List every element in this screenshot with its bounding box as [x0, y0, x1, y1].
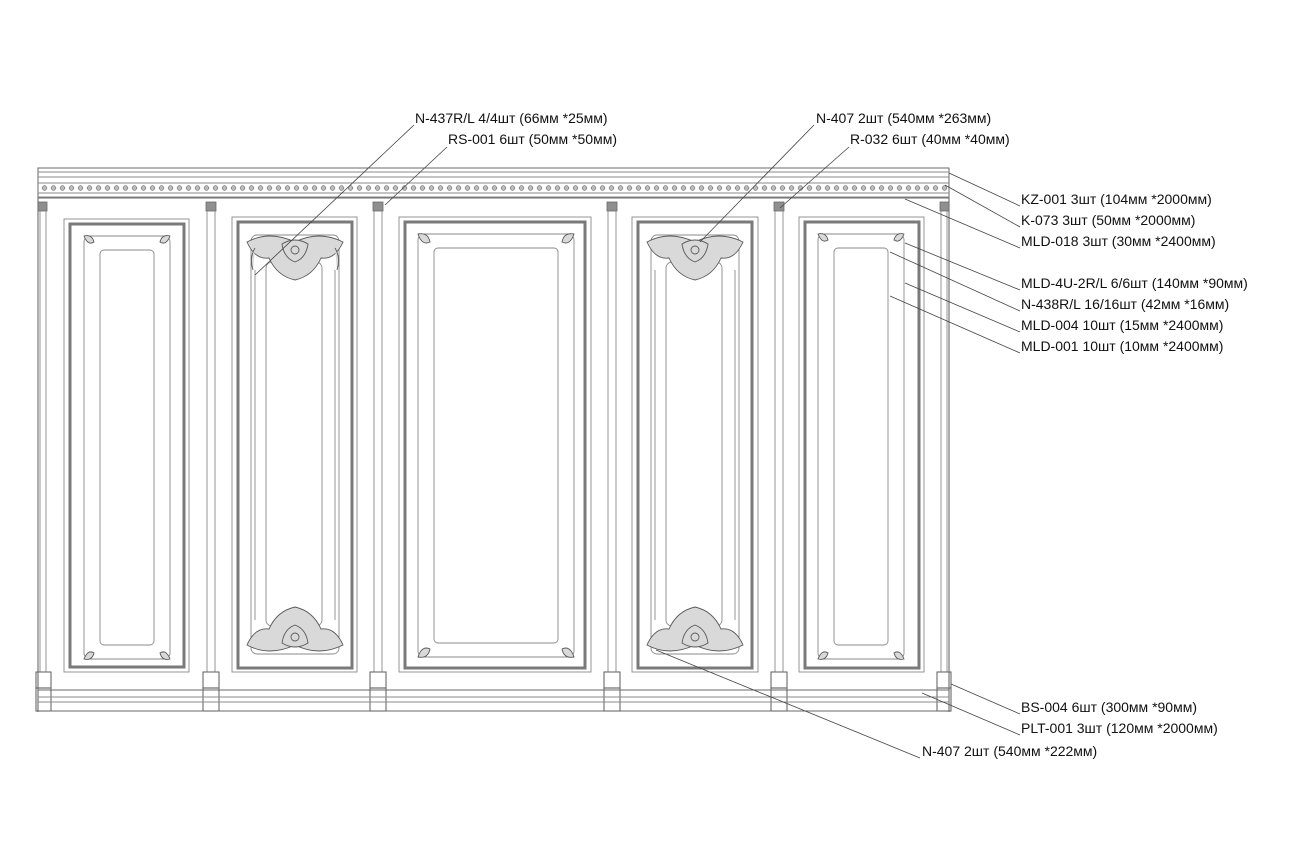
frieze-motif — [204, 186, 209, 191]
frieze-motif — [681, 186, 686, 191]
frieze-motif — [879, 186, 884, 191]
frieze-motif — [294, 186, 299, 191]
corner-rosette-icon — [84, 236, 170, 660]
pilaster-3 — [370, 202, 386, 711]
frieze-motif — [195, 186, 200, 191]
pilaster-4 — [604, 202, 620, 711]
frieze-motif — [177, 186, 182, 191]
frieze-motif — [69, 186, 74, 191]
frieze-motif — [438, 186, 443, 191]
frieze-motif — [618, 186, 623, 191]
panel-3 — [399, 217, 591, 672]
frieze-motif — [330, 186, 335, 191]
cornice — [38, 168, 949, 198]
frieze-motif — [861, 186, 866, 191]
frieze-motif — [141, 186, 146, 191]
bottom-ornament-icon — [247, 607, 343, 651]
frieze-motif — [636, 186, 641, 191]
frieze-motif — [897, 186, 902, 191]
label-plt001: PLT-001 3шт (120мм *2000мм) — [1021, 720, 1218, 736]
cornice-frieze-ornament — [42, 186, 947, 191]
frieze-motif — [645, 186, 650, 191]
frieze-motif — [510, 186, 515, 191]
label-n438: N-438R/L 16/16шт (42мм *16мм) — [1021, 296, 1230, 312]
panel-1 — [64, 219, 189, 672]
frieze-motif — [78, 186, 83, 191]
corner-rosette-icon — [418, 234, 574, 658]
annotation-labels — [415, 110, 1248, 759]
frieze-motif — [888, 186, 893, 191]
frieze-motif — [276, 186, 281, 191]
frieze-motif — [717, 186, 722, 191]
panel-5 — [799, 217, 924, 672]
frieze-motif — [240, 186, 245, 191]
frieze-motif — [222, 186, 227, 191]
frieze-motif — [51, 186, 56, 191]
frieze-motif — [843, 186, 848, 191]
frieze-motif — [852, 186, 857, 191]
frieze-motif — [528, 186, 533, 191]
frieze-motif — [267, 186, 272, 191]
frieze-motif — [303, 186, 308, 191]
frieze-motif — [96, 186, 101, 191]
frieze-motif — [762, 186, 767, 191]
frieze-motif — [933, 186, 938, 191]
label-n407-top: N-407 2шт (540мм *263мм) — [816, 110, 992, 126]
frieze-motif — [807, 186, 812, 191]
frieze-motif — [483, 186, 488, 191]
frieze-motif — [609, 186, 614, 191]
label-mld4u: MLD-4U-2R/L 6/6шт (140мм *90мм) — [1021, 275, 1248, 291]
frieze-motif — [924, 186, 929, 191]
frieze-motif — [564, 186, 569, 191]
label-n437: N-437R/L 4/4шт (66мм *25мм) — [415, 110, 608, 126]
frieze-motif — [915, 186, 920, 191]
frieze-motif — [42, 186, 47, 191]
frieze-motif — [429, 186, 434, 191]
corner-rosette-icon — [818, 234, 904, 660]
frieze-motif — [312, 186, 317, 191]
frieze-motif — [60, 186, 65, 191]
frieze-motif — [474, 186, 479, 191]
frieze-motif — [573, 186, 578, 191]
frieze-motif — [456, 186, 461, 191]
label-rs001: RS-001 6шт (50мм *50мм) — [448, 131, 617, 147]
pilasters — [36, 202, 951, 711]
frieze-motif — [834, 186, 839, 191]
plinth-baseboard — [38, 690, 949, 711]
frieze-motif — [87, 186, 92, 191]
frieze-motif — [465, 186, 470, 191]
frieze-motif — [132, 186, 137, 191]
frieze-motif — [366, 186, 371, 191]
frieze-motif — [447, 186, 452, 191]
frieze-motif — [105, 186, 110, 191]
frieze-motif — [663, 186, 668, 191]
label-n407-bottom: N-407 2шт (540мм *222мм) — [922, 743, 1098, 759]
frieze-motif — [321, 186, 326, 191]
frieze-motif — [780, 186, 785, 191]
frieze-motif — [816, 186, 821, 191]
frieze-motif — [753, 186, 758, 191]
label-r032: R-032 6шт (40мм *40мм) — [850, 131, 1010, 147]
label-kz001: KZ-001 3шт (104мм *2000мм) — [1021, 191, 1212, 207]
top-ornament-icon — [247, 236, 343, 280]
frieze-motif — [582, 186, 587, 191]
frieze-motif — [708, 186, 713, 191]
frieze-motif — [492, 186, 497, 191]
frieze-motif — [519, 186, 524, 191]
frieze-motif — [420, 186, 425, 191]
frieze-motif — [384, 186, 389, 191]
frieze-motif — [114, 186, 119, 191]
panel-4 — [632, 217, 758, 672]
pilaster-2 — [203, 202, 219, 711]
frieze-motif — [546, 186, 551, 191]
frieze-motif — [942, 186, 947, 191]
frieze-motif — [231, 186, 236, 191]
frieze-motif — [690, 186, 695, 191]
frieze-motif — [627, 186, 632, 191]
frieze-motif — [726, 186, 731, 191]
frieze-motif — [375, 186, 380, 191]
frieze-motif — [186, 186, 191, 191]
frieze-motif — [591, 186, 596, 191]
frieze-motif — [537, 186, 542, 191]
frieze-motif — [285, 186, 290, 191]
label-mld018: MLD-018 3шт (30мм *2400мм) — [1021, 233, 1216, 249]
label-k073: K-073 3шт (50мм *2000мм) — [1021, 212, 1196, 228]
frieze-motif — [150, 186, 155, 191]
frieze-motif — [123, 186, 128, 191]
frieze-motif — [771, 186, 776, 191]
bottom-ornament-icon — [647, 607, 743, 651]
label-mld001: MLD-001 10шт (10мм *2400мм) — [1021, 338, 1224, 354]
frieze-motif — [213, 186, 218, 191]
frieze-motif — [339, 186, 344, 191]
frieze-motif — [411, 186, 416, 191]
frieze-motif — [825, 186, 830, 191]
panel-2 — [232, 217, 357, 672]
frieze-motif — [159, 186, 164, 191]
frieze-motif — [744, 186, 749, 191]
wall-outline — [38, 198, 949, 712]
frieze-motif — [906, 186, 911, 191]
frieze-motif — [357, 186, 362, 191]
frieze-motif — [672, 186, 677, 191]
frieze-motif — [735, 186, 740, 191]
frieze-motif — [699, 186, 704, 191]
pilaster-5 — [771, 202, 787, 711]
frieze-motif — [555, 186, 560, 191]
frieze-motif — [654, 186, 659, 191]
frieze-motif — [789, 186, 794, 191]
frieze-motif — [600, 186, 605, 191]
frieze-motif — [501, 186, 506, 191]
label-bs004: BS-004 6шт (300мм *90мм) — [1021, 699, 1197, 715]
frieze-motif — [168, 186, 173, 191]
frieze-motif — [249, 186, 254, 191]
label-mld004: MLD-004 10шт (15мм *2400мм) — [1021, 317, 1224, 333]
frieze-motif — [258, 186, 263, 191]
frieze-motif — [393, 186, 398, 191]
top-ornament-icon — [647, 236, 743, 280]
frieze-motif — [870, 186, 875, 191]
